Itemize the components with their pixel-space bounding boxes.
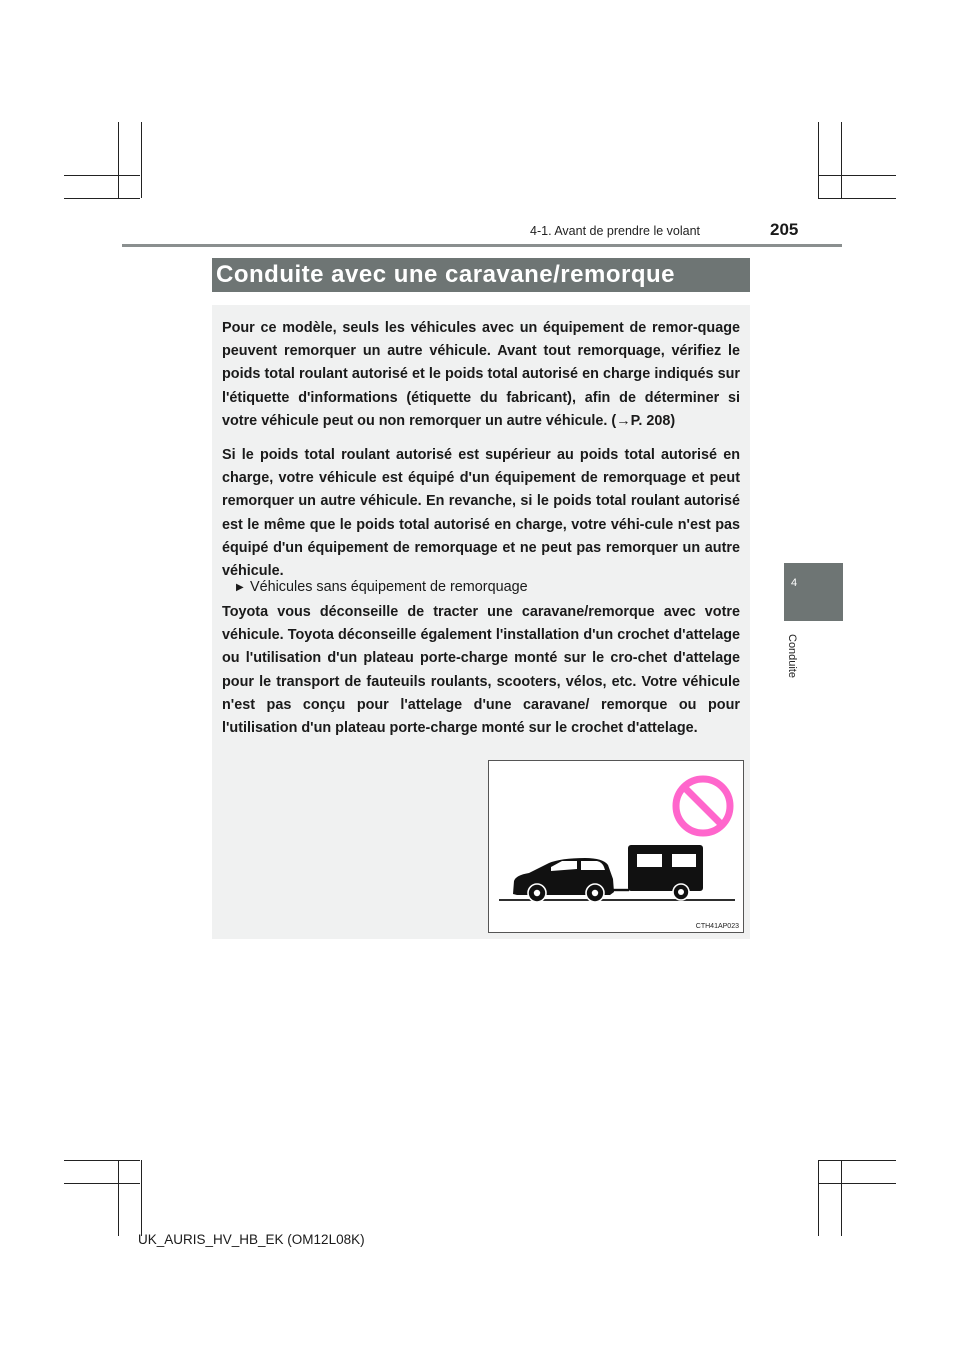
- car-icon: [513, 858, 614, 902]
- crop-mark: [141, 122, 142, 198]
- crop-mark: [141, 1160, 142, 1236]
- chapter-number: 4: [791, 577, 798, 589]
- prohibition-slash: [684, 787, 722, 825]
- crop-mark: [841, 122, 842, 198]
- crop-mark: [841, 1160, 842, 1236]
- model-code: UK_AURIS_HV_HB_EK (OM12L08K): [138, 1232, 365, 1247]
- section-title: Conduite avec une caravane/remorque: [216, 261, 675, 288]
- crop-mark: [818, 1160, 819, 1236]
- paragraph-recommendation: Toyota vous déconseille de tracter une caravane/remorque avec votre véhicule. Toyota déconseille également l'installation d'un crochet d'attelage ou l'utilisation d'un plateau porte-charge monté sur le cro-chet d'attelage pour le transport de fauteuils roulants, scooters, vélos, etc. Votre véhicule n'est pas conçu pour l'attelage d'une caravane/ remorque ou pour l'utilisation d'un plateau porte-charge monté sur le crochet d'attelage.: [222, 604, 740, 737]
- crop-mark: [118, 1160, 119, 1236]
- triangle-bullet-icon: ▶: [236, 582, 244, 593]
- paragraph-intro: Pour ce modèle, seuls les véhicules avec un équipement de remor-quage peuvent remorquer un autre véhicule. Avant tout remorquage, vérifiez le poids total roulant autorisé et le poids total autorisé en charge indiqués sur l'étiquette d'informations (étiquette du fabricant), afin de déterminer si votre véhicule peut ou non remorquer un autre véhicule. (→P. 208): [222, 320, 740, 429]
- paragraph-towing-capability: Si le poids total roulant autorisé est supérieur au poids total autorisé en charge, votre véhicule est équipé d'un équipement de remorquage et peut remorquer un autre véhicule. En revanche, si le poids total roulant autorisé est le même que le poids total autorisé en charge, votre véhi-cule n'est pas équipé d'un équipement de remorquage et ne peut pas remorquer un autre véhicule.: [222, 447, 740, 580]
- crop-mark: [818, 122, 819, 198]
- chapter-label: Conduite: [786, 634, 798, 679]
- bullet-item: [236, 576, 528, 599]
- towing-illustration-svg: [489, 761, 745, 934]
- section-reference: 4-1. Avant de prendre le volant: [530, 224, 701, 238]
- crop-mark: [818, 198, 896, 199]
- crop-mark: [64, 175, 140, 176]
- crop-mark: [64, 1183, 140, 1184]
- crop-mark: [64, 198, 140, 199]
- towing-illustration: [488, 760, 744, 933]
- caravan-icon: [628, 845, 703, 900]
- prohibition-icon: [676, 779, 730, 833]
- page-number: 205: [770, 220, 799, 239]
- crop-mark: [64, 1160, 140, 1161]
- crop-mark: [118, 122, 119, 198]
- crop-mark: [818, 1183, 896, 1184]
- figure-code: CTH41AP023: [695, 923, 739, 930]
- chapter-tab: [784, 563, 843, 621]
- bullet-text: Véhicules sans équipement de remorquage: [250, 579, 528, 595]
- crop-mark: [818, 1160, 896, 1161]
- header-divider: [122, 244, 842, 247]
- crop-mark: [818, 175, 896, 176]
